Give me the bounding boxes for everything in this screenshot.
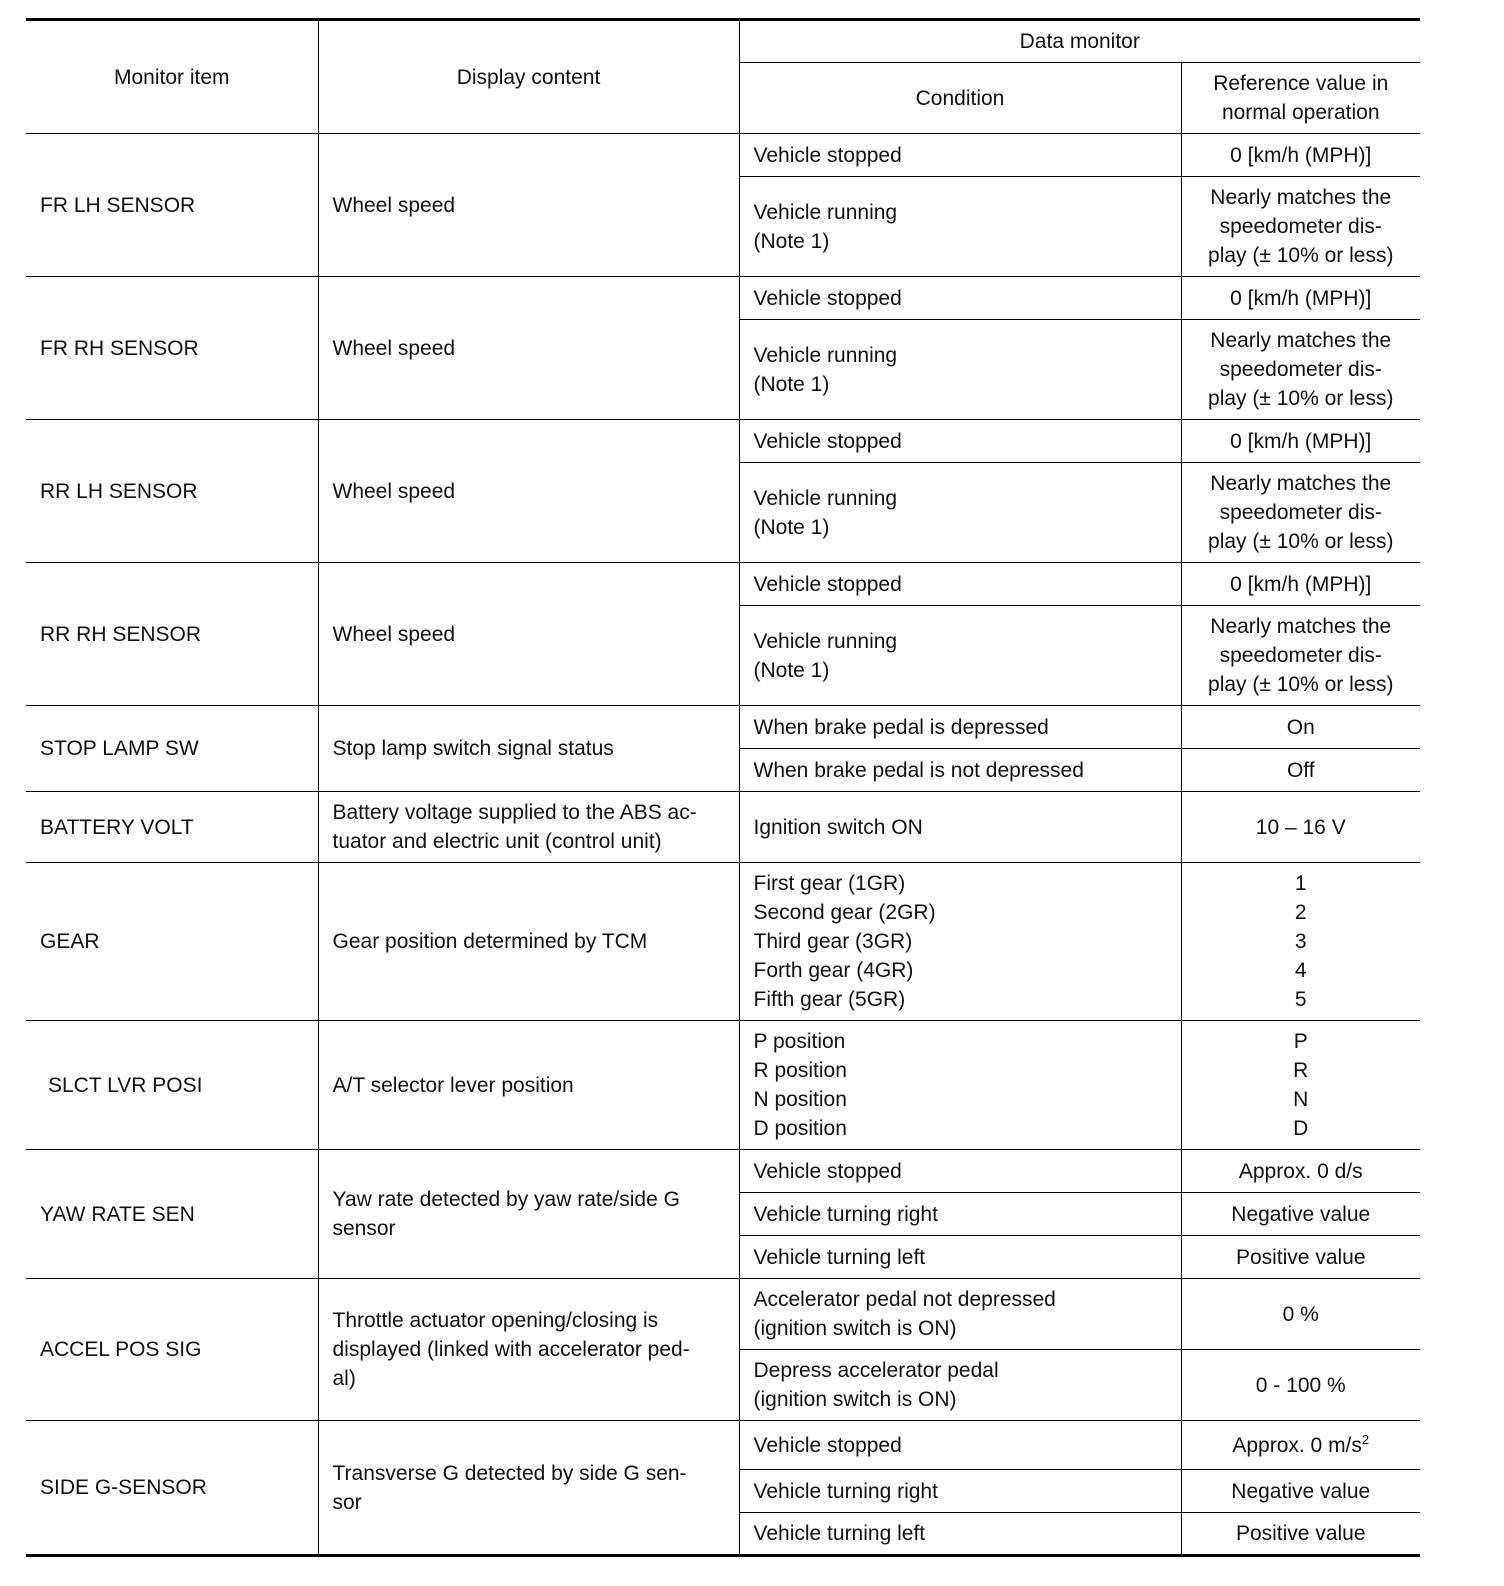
header-condition: Condition: [739, 63, 1181, 134]
display-content-cell: Stop lamp switch signal status: [318, 706, 739, 792]
reference-value-text: Negative value: [1231, 1202, 1371, 1226]
monitor-item-cell: YAW RATE SEN: [26, 1150, 318, 1279]
reference-value-cell: [1181, 1193, 1420, 1236]
reference-value-text: 0 %: [1282, 1302, 1319, 1326]
reference-value-text: 10 – 16 V: [1255, 815, 1346, 839]
condition-cell: Vehicle turning right: [739, 1193, 1181, 1236]
condition-cell: Vehicle stopped: [739, 1421, 1181, 1470]
reference-value-cell: [1181, 1350, 1420, 1421]
reference-value-cell: [1181, 420, 1420, 463]
reference-value-text: Positive value: [1235, 1522, 1366, 1545]
condition-cell: Vehicle running (Note 1): [739, 177, 1181, 277]
reference-value-text: Approx. 0 d/s: [1238, 1159, 1363, 1183]
display-content-cell: Wheel speed: [318, 563, 739, 706]
condition-cell: Vehicle running (Note 1): [739, 606, 1181, 706]
condition-cell: Depress accelerator pedal (ignition switch is ON): [739, 1350, 1181, 1421]
reference-value-text: 1 2 3 4 5: [1294, 872, 1307, 1011]
table-row: [26, 1150, 1420, 1193]
reference-value-text: Nearly matches the speedometer dis- play (± 10% or less): [1208, 186, 1394, 267]
reference-value-cell: [1181, 134, 1420, 177]
reference-value-cell: [1181, 1236, 1420, 1279]
table-row: [26, 863, 1420, 1021]
reference-value-cell: [1181, 1279, 1420, 1350]
monitor-item-cell: GEAR: [26, 863, 318, 1021]
condition-cell: Vehicle turning right: [739, 1470, 1181, 1513]
header-data-monitor: Data monitor: [739, 20, 1420, 63]
table-row: [26, 134, 1420, 177]
condition-cell: Vehicle running (Note 1): [739, 320, 1181, 420]
table-row: [26, 1279, 1420, 1350]
reference-value-cell: [1181, 1470, 1420, 1513]
reference-value-text: Approx. 0 m/s: [1232, 1433, 1362, 1457]
table-row: [26, 420, 1420, 463]
table-row: [26, 792, 1420, 863]
display-content-cell: Wheel speed: [318, 134, 739, 277]
reference-value-cell: [1181, 1021, 1420, 1150]
reference-value-cell: [1181, 277, 1420, 320]
header-display-content: Display content: [318, 20, 739, 134]
display-content-cell: Yaw rate detected by yaw rate/side G sensor: [318, 1150, 739, 1279]
reference-value-text: Off: [1286, 758, 1315, 782]
reference-value-cell: [1181, 320, 1420, 420]
condition-cell: Ignition switch ON: [739, 792, 1181, 863]
condition-cell: Vehicle turning left: [739, 1513, 1181, 1556]
condition-cell: Vehicle stopped: [739, 277, 1181, 320]
condition-cell: When brake pedal is depressed: [739, 706, 1181, 749]
condition-cell: When brake pedal is not depressed: [739, 749, 1181, 792]
condition-cell: Vehicle running (Note 1): [739, 463, 1181, 563]
display-content-cell: Wheel speed: [318, 277, 739, 420]
condition-cell: Vehicle stopped: [739, 1150, 1181, 1193]
reference-value-cell: [1181, 606, 1420, 706]
monitor-item-cell: STOP LAMP SW: [26, 706, 318, 792]
unit-superscript: 2: [1361, 1431, 1370, 1447]
reference-value-cell: [1181, 1513, 1420, 1556]
reference-value-cell: [1181, 706, 1420, 749]
display-content-cell: A/T selector lever position: [318, 1021, 739, 1150]
reference-value-text: Nearly matches the speedometer dis- play (± 10% or less): [1208, 329, 1394, 410]
reference-value-cell: [1181, 1421, 1420, 1470]
reference-value-cell: [1181, 863, 1420, 1021]
monitor-item-cell: FR RH SENSOR: [26, 277, 318, 420]
reference-value-text: 0 [km/h (MPH)]: [1230, 286, 1372, 310]
condition-cell: P position R position N position D position: [739, 1021, 1181, 1150]
condition-cell: Vehicle stopped: [739, 563, 1181, 606]
reference-value-text: Positive value: [1235, 1245, 1366, 1269]
display-content-cell: Wheel speed: [318, 420, 739, 563]
reference-value-text: Negative value: [1231, 1479, 1371, 1503]
reference-value-cell: [1181, 792, 1420, 863]
monitor-item-cell: FR LH SENSOR: [26, 134, 318, 277]
reference-value-cell: [1181, 749, 1420, 792]
reference-value-cell: [1181, 563, 1420, 606]
monitor-item-cell: SIDE G-SENSOR: [26, 1421, 318, 1556]
monitor-item-cell: RR LH SENSOR: [26, 420, 318, 563]
reference-value-text: P R N D: [1293, 1030, 1309, 1140]
condition-cell: Vehicle stopped: [739, 420, 1181, 463]
condition-cell: Vehicle turning left: [739, 1236, 1181, 1279]
header-monitor-item: Monitor item: [26, 20, 318, 134]
reference-value-text: On: [1286, 715, 1315, 739]
table-row: [26, 706, 1420, 749]
reference-value-text: 0 - 100 %: [1255, 1373, 1346, 1397]
reference-value-cell: [1181, 1150, 1420, 1193]
monitor-item-cell: BATTERY VOLT: [26, 792, 318, 863]
monitor-item-cell: ACCEL POS SIG: [26, 1279, 318, 1421]
display-content-cell: Battery voltage supplied to the ABS ac- tuator and electric unit (control unit): [318, 792, 739, 863]
table-row: [26, 1021, 1420, 1150]
condition-cell: First gear (1GR) Second gear (2GR) Third gear (3GR) Forth gear (4GR) Fifth gear (5GR): [739, 863, 1181, 1021]
reference-value-cell: [1181, 463, 1420, 563]
reference-value-text: 0 [km/h (MPH)]: [1230, 429, 1372, 453]
display-content-cell: Transverse G detected by side G sen- sor: [318, 1421, 739, 1556]
display-content-cell: Gear position determined by TCM: [318, 863, 739, 1021]
monitor-item-cell: RR RH SENSOR: [26, 563, 318, 706]
condition-cell: Vehicle stopped: [739, 134, 1181, 177]
reference-value-cell: [1181, 177, 1420, 277]
table-row: [26, 563, 1420, 606]
reference-value-text: Nearly matches the speedometer dis- play (± 10% or less): [1208, 472, 1394, 553]
table-row: [26, 277, 1420, 320]
condition-cell: Accelerator pedal not depressed (ignition switch is ON): [739, 1279, 1181, 1350]
reference-value-text: 0 [km/h (MPH)]: [1230, 143, 1372, 167]
header-reference-value: Reference value in normal operation: [1181, 63, 1420, 134]
reference-value-text: 0 [km/h (MPH)]: [1230, 572, 1372, 596]
data-monitor-table: [26, 18, 1420, 1557]
table-row: [26, 1421, 1420, 1470]
display-content-cell: Throttle actuator opening/closing is displayed (linked with accelerator ped- al): [318, 1279, 739, 1421]
monitor-item-cell: SLCT LVR POSI: [26, 1021, 318, 1150]
reference-value-text: Nearly matches the speedometer dis- play (± 10% or less): [1208, 615, 1394, 696]
document-page: [26, 18, 1420, 1557]
